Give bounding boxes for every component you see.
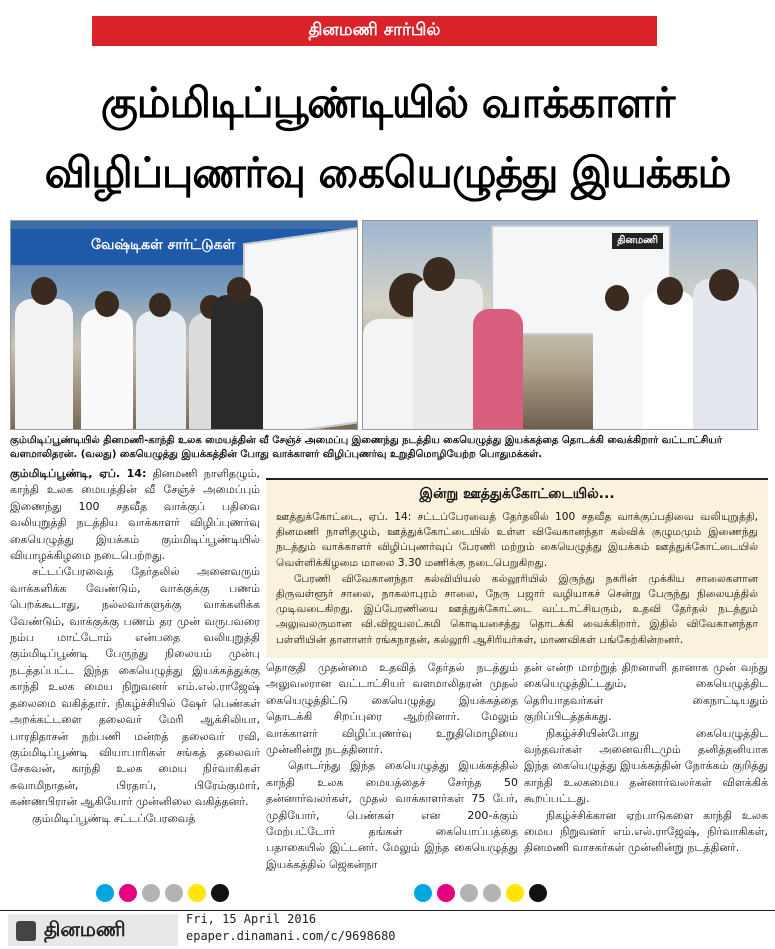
person-head <box>605 285 629 311</box>
paragraph-text: தினமணி நாளிதழும், காந்தி உலக மையத்தின் வீ சேஞ்ச் அமைப்பும் இணைந்து 100 சதவீத வாக்குப் பதிவை வலியுறுத்தி நடத்திய வாக்காளர் விழிப்புணர்வு கையெழுத்து இயக்கம் கும்மிடிப்பூண்டியில் வியாழக்கிழமை நடைபெற்றது. <box>10 467 261 563</box>
person <box>693 279 757 429</box>
article-paragraph: தொகுதி முதன்மை உதவித் தேர்தல் நடத்தும் அலுவலரான வட்டாட்சியர் வளமாலிதரன் முதல் கையெழுத்திட்டு கையெழுத்து இயக்கத்தை தொடக்கி சிறப்புரை ஆற்றினார். மேலும் வாக்காளர் விழிப்புணர்வு உறுதிமொழியை முன்னின்று நடத்தினார். <box>266 661 518 757</box>
footer-divider <box>0 910 775 911</box>
reg-mark-gray <box>460 884 478 902</box>
announcement-paragraph: பேரணி விவேகானந்தா கல்வியியல் கல்லூரியில் இருந்து நகரின் முக்கிய சாலைகளான திருவள்ளூர் சாலை, நாகலாபுரம் சாலை, நேரு பஜார் வழியாகச் சென்று பேருந்து நிலையத்தில் முடிவடைகிறது. இப்பேரணியை ஊத்துக்கோட்டை வட்டாட்சியரும், உதவி தேர்தல் நடத்தும் அலுவலருமான வி.விஜயலட்சுமி கொடியசைத்து தொடக்கி வைக்கிறார். இதில் விவேகானந்தா பள்ளியின் தாளாளர் ரங்கநாதன், கல்லூரி ஆசிரியர்கள், மாணவிகள் பங்கேற்கின்றனர். <box>276 572 758 646</box>
person <box>136 311 186 429</box>
reg-mark-yellow <box>506 884 524 902</box>
announcement-box <box>266 478 768 658</box>
dateline: கும்மிடிப்பூண்டி, ஏப். 14: <box>10 467 147 480</box>
article-column-3 <box>524 660 768 857</box>
article-column-2 <box>266 660 518 873</box>
reg-mark-gray <box>165 884 183 902</box>
person-head <box>657 277 683 305</box>
person <box>15 299 73 429</box>
reg-mark-magenta <box>119 884 137 902</box>
board-logo: தினமணி <box>612 233 663 249</box>
article-column-1 <box>10 466 260 827</box>
person <box>643 291 695 429</box>
article-paragraph <box>10 466 260 564</box>
article-paragraph: நிகழ்ச்சிக்கான ஏற்பாடுகளை காந்தி உலக மைய நிறுவனர் எம்.எல்.ராஜேஷ், நிர்வாகிகள், தினமணி வாசகர்கள் முன்னின்று நடத்தினர். <box>524 808 768 855</box>
article-paragraph: கும்மிடிப்பூண்டி சட்டப்பேரவைத் <box>32 811 196 825</box>
reg-mark-black <box>211 884 229 902</box>
person-signing <box>211 295 263 429</box>
article-paragraph: சட்டப்பேரவைத் தேர்தலில் அனைவரும் வாக்களிக்க வேண்டும், வாக்குக்கு பணம் பெறக்கூடாது, நல்லவர்களுக்கு வாக்களிக்க வேண்டும், வாக்குக்கு பணம் தர முன் வருபவரை நம்ப மாட்டோம் என்பதை வலியுறுத்தி கும்மிடிப்பூண்டி பேருந்து நிலையம் முன்பு நடத்தப்பட்ட இந்த கையெழுத்து இயக்கத்துக்கு காந்தி உலக மைய நிறுவனர் எம்.எல்.ராஜேஷ் தலைமை வகித்தார். நிகழ்ச்சியில் ஷேர் பெண்கள் அறக்கட்டளை தலைவர் மேரி ஆக்சிலியா, பாரதிதாசன் நற்பணி மன்றத் தலைவர் ரவி, கும்மிடிப்பூண்டி வியாபாரிகள் சங்கத் தலைவர் சேகவன், காந்தி உலக மைய நிர்வாகிகள் சுவாமிநாதன், பிரதாப், பிரேம்குமார், கண்ணபிரான் ஆகியோர் முன்னிலை வகித்தனர். <box>10 565 260 809</box>
headline-line-2: விழிப்புணர்வு கையெழுத்து இயக்கம் <box>44 148 731 197</box>
reg-mark-gray <box>142 884 160 902</box>
edition-date: Fri, 15 April 2016 <box>186 912 317 926</box>
person-head <box>709 269 739 301</box>
reg-mark-gray <box>483 884 501 902</box>
person-head <box>95 291 119 317</box>
announcement-body <box>266 504 768 648</box>
announcement-paragraph: ஊத்துக்கோட்டை, ஏப். 14: சட்டப்பேரவைத் தேர்தலில் 100 சதவீத வாக்குப்பதிவை வலியுறுத்தி, தினமணி நாளிதழும், ஊத்துக்கோட்டையில் உள்ள விவேகானந்தா கல்விக் குழுமமும் இணைந்து நடத்தும் வாக்காளர் விழிப்புணர்வுப் பேரணி மற்றும் கையெழுத்து இயக்கம் ஊத்துக்கோட்டையில் வெள்ளிக்கிழமை மாலை 3.30 மணிக்கு நடைபெறுகிறது. <box>276 511 758 569</box>
person-head <box>227 277 251 303</box>
reg-mark-cyan <box>414 884 432 902</box>
dinamani-logo <box>8 914 178 946</box>
photo-caption: கும்மிடிப்பூண்டியில் தினமணி-காந்தி உலக மையத்தின் வீ சேஞ்ச் அமைப்பு இணைந்து நடத்திய கையெழுத்து இயக்கத்தை தொடக்கி வைக்கிறார் வட்டாட்சியர் வளமாலிதரன். (வலது) கையெழுத்து இயக்கத்தின் போது வாக்காளர் விழிப்புணர்வு உறுதிமொழியேற்ற பொதுமக்கள். <box>10 435 723 460</box>
reg-mark-black <box>529 884 547 902</box>
person-head <box>423 257 455 291</box>
article-paragraph: தொடர்ந்து இந்த கையெழுத்து இயக்கத்தில் காந்தி உலக மையத்தைச் சேர்ந்த 50 தன்னார்வலர்கள், முதல் வாக்காளர்கள் 75 பேர், முதியோர், பெண்கள் என 200-க்கும் மேற்பட்டோர் தங்கள் கையொப்பத்தை பதாகையில் இட்டனர். மேலும் இந்த கையெழுத்து இயக்கத்தில் ஜெகன்நா <box>266 759 518 871</box>
reg-mark-cyan <box>96 884 114 902</box>
article-paragraph: தன் என்ற மாற்றுத் திறனாளி தானாக முன் வந்து கையெழுத்திட்டதும், கையெழுத்திட தெரியாதவர்கள் கைநாட்டியதும் குறிப்பிடத்தக்கது. <box>524 661 768 724</box>
announcement-title: இன்று ஊத்துக்கோட்டையில்... <box>419 486 615 502</box>
logo-icon <box>16 921 36 941</box>
photo-pledge <box>362 220 758 430</box>
person <box>593 299 643 429</box>
logo-text: தினமணி <box>44 916 126 941</box>
reg-mark-magenta <box>437 884 455 902</box>
person <box>81 309 133 429</box>
person <box>473 309 523 429</box>
registration-marks-left <box>96 884 229 902</box>
headline-line-1: கும்மிடிப்பூண்டியில் வாக்காளர் <box>100 78 675 127</box>
epaper-url[interactable]: epaper.dinamani.com/c/9698680 <box>186 929 396 943</box>
article-paragraph: நிகழ்ச்சியின்போது கையெழுத்திட வந்தவர்கள் அனைவரிடமும் தனித்தனியாக இந்த கையெழுத்து இயக்கத்தின் நோக்கம் குறித்து காந்தி உலகமைய தன்னார்வலர்கள் விளக்கிக் கூறப்பட்டது. <box>524 726 768 806</box>
reg-mark-yellow <box>188 884 206 902</box>
registration-marks-right <box>414 884 547 902</box>
person-head <box>149 293 171 317</box>
person-head <box>31 277 57 305</box>
photo-signature-campaign <box>10 220 358 430</box>
photo-shop-sign: வேஷ்டிகள் சார்ட்டுகள் <box>11 229 341 265</box>
section-banner: தினமணி சார்பில் <box>92 16 657 46</box>
